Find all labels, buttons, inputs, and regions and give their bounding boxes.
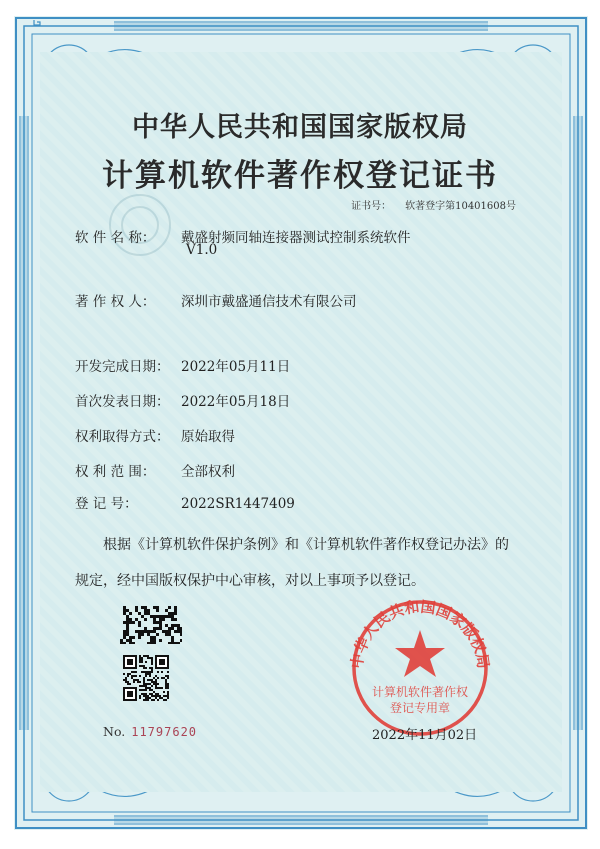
owner-row	[75, 290, 357, 310]
dev-date-value: 2022年05月11日	[181, 359, 291, 375]
serial-number-value: 11797620	[131, 725, 198, 739]
barcode-2d	[120, 606, 182, 644]
seal-ring-text: 中华人民共和国国家版权局	[347, 597, 493, 670]
acquire-row	[75, 425, 235, 445]
owner-label: 著 作 权 人：	[75, 294, 156, 310]
certificate-number-label: 证书号：	[351, 201, 392, 212]
dev-date-row	[75, 355, 290, 375]
registration-label: 登 记 号：	[75, 496, 138, 512]
legal-statement-line1: 根据《计算机软件保护条例》和《计算机软件著作权登记办法》的	[103, 537, 509, 553]
pub-date-label: 首次发表日期：	[75, 394, 170, 410]
seal-star-icon	[395, 630, 445, 677]
certificate-number-value: 软著登字第10401608号	[405, 201, 516, 212]
scope-label: 权 利 范 围：	[75, 464, 156, 480]
pub-date-row	[75, 390, 290, 410]
certificate-number	[351, 197, 516, 212]
seal-line2: 登记专用章	[389, 701, 451, 715]
serial-number	[103, 724, 197, 739]
registration-row	[75, 492, 295, 512]
scope-value: 全部权利	[181, 464, 235, 480]
software-name-value: 戴盛射频同轴连接器测试控制系统软件	[181, 230, 411, 246]
certificate-title: 计算机软件著作权登记证书	[102, 158, 498, 194]
software-version: V1.0	[186, 242, 218, 258]
issuing-authority: 中华人民共和国国家版权局	[132, 112, 468, 143]
watermark-emblem	[105, 190, 175, 260]
legal-statement-line2: 规定，经中国版权保护中心审核，对以上事项予以登记。	[75, 573, 425, 589]
software-name-label: 软 件 名 称：	[75, 230, 156, 246]
registration-value: 2022SR1447409	[181, 496, 295, 512]
qr-code	[123, 655, 169, 701]
serial-number-label: No.	[103, 724, 126, 739]
acquire-label: 权利取得方式：	[75, 429, 170, 445]
issue-date: 2022年11月02日	[372, 728, 478, 743]
seal-line1: 计算机软件著作权	[371, 685, 469, 699]
dev-date-label: 开发完成日期：	[75, 359, 170, 375]
software-name-row	[75, 226, 411, 246]
pub-date-value: 2022年05月18日	[181, 394, 291, 410]
acquire-value: 原始取得	[181, 429, 235, 445]
scope-row	[75, 460, 235, 480]
owner-value: 深圳市戴盛通信技术有限公司	[181, 294, 357, 310]
official-seal	[340, 588, 500, 738]
